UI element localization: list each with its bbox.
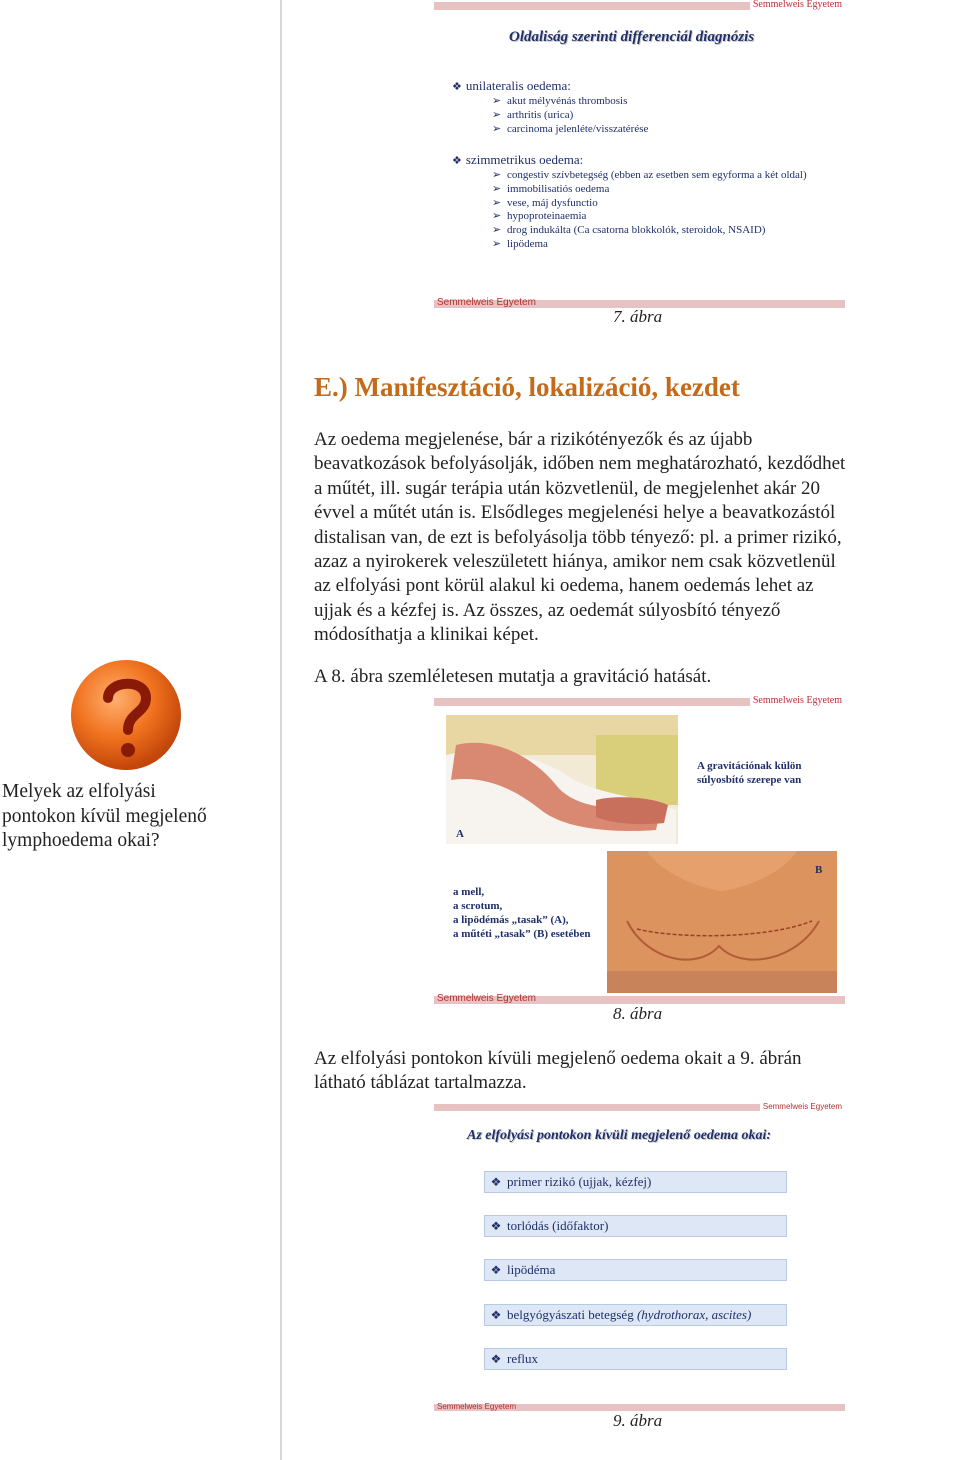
slide-footer-org: Semmelweis Egyetem [437,297,536,308]
list-item: ➢ immobilisatiós oedema [492,182,610,195]
diamond-bullet-icon: ❖ [490,1263,502,1277]
slide-footer-bar [434,993,845,1004]
pouch-label: a mell, a scrotum, a lipödémás „tasak” (A), a műtéti „tasak” (B) esetében [453,886,591,940]
list-item: ➢ congestiv szívbetegség (ebben az esetben sem egyforma a két oldal) [492,169,807,181]
question-mark-icon [68,658,184,772]
diamond-bullet-icon: ❖ [490,1219,502,1233]
slide-title: Az elfolyási pontokon kívüli megjelenő oedema okai: [467,1128,772,1143]
arrow-bullet-icon: ➢ [492,169,502,181]
arrow-bullet-icon: ➢ [492,122,502,135]
cause-item: ❖ primer rizikó (ujjak, kézfej) [484,1171,787,1193]
slide-footer-org: Semmelweis Egyetem [437,993,536,1004]
slide-header-org: Semmelweis Egyetem [750,695,845,707]
diamond-bullet-icon: ❖ [490,1352,502,1366]
slide-header-bar [434,1104,845,1111]
list-item: ➢ carcinoma jelenléte/visszatérése [492,122,649,135]
slide-header-bar [434,695,845,706]
bullet-group-unilateral [452,78,648,136]
arrow-bullet-icon: ➢ [492,182,502,195]
slide-header-org: Semmelweis Egyetem [760,1102,845,1112]
arrow-bullet-icon: ➢ [492,210,502,223]
page-margin-line [280,0,282,1460]
chest-photo [607,851,837,993]
cause-item: ❖ reflux [484,1348,787,1370]
slide-header-org: Semmelweis Egyetem [750,0,845,11]
photo-label-b: B [815,864,823,876]
section-heading: E.) Manifesztáció, lokalizáció, kezdet [314,372,740,402]
list-item: ➢ arthritis (urica) [492,108,574,121]
bullet-head: unilateralis oedema: [465,78,571,93]
list-item: ➢ drog indukálta (Ca csatorna blokkolók, steroidok, NSAID) [492,224,766,237]
arm-photo [446,715,678,844]
list-item: ➢ akut mélyvénás thrombosis [492,95,628,107]
slide-title: Oldaliság szerinti differenciál diagnózis [509,29,755,45]
arrow-bullet-icon: ➢ [492,237,502,250]
cause-item: ❖ lipödéma [484,1259,787,1281]
bullet-head: szimmetrikus oedema: [465,152,584,167]
slide-footer-org: Semmelweis Egyetem [437,1402,517,1411]
diamond-bullet-icon: ❖ [490,1308,502,1322]
diamond-bullet-icon: ❖ [452,81,462,93]
arrow-bullet-icon: ➢ [492,108,502,121]
body-paragraph: Az oedema megjelenése, bár a rizikótényezők és az újabb beavatkozások befolyásolják, időben nem meghatározható, kezdődhet a műtét, ill. sugár terápia után közvetlenül, de megjelenhet akár 20 évvel a műtét után is. Elsődleges megjelenési helye a beavatkozástól distalisan van, de ezt is befolyásolja több tényező: pl. a primer rizikó, azaz a nyirokerek veleszületett hiánya, amikor nem csak közvetlenül az elfolyási pont körül alakul ki oedema, hanem oedemás lehet az ujjak és a kézfej is. Az összes, az oedemát súlyosbító tényező módosíthatja a klinikai képet. [314,429,846,646]
bullet-group-symmetric [452,152,807,252]
cause-item: ❖ belgyógyászati betegség (hydrothorax, ascites) [484,1304,787,1326]
question-text: Melyek az elfolyási pontokon kívül megjelenő lymphoedema okai? [2,781,207,851]
body-paragraph-2: A 8. ábra szemléletesen mutatja a gravitáció hatását. [314,666,712,687]
figure-caption: 9. ábra [613,1411,663,1430]
figure-caption: 8. ábra [613,1004,663,1023]
photo-label-a: A [456,828,464,840]
slide-header-bar [434,2,845,10]
arrow-bullet-icon: ➢ [492,95,502,107]
figure-caption: 7. ábra [613,307,663,326]
list-item: ➢ vese, máj dysfunctio [492,196,598,209]
body-paragraph-3: Az elfolyási pontokon kívüli megjelenő oedema okait a 9. ábrán látható táblázat tartalmazza. [314,1048,802,1094]
list-item: ➢ hypoproteinaemia [492,210,587,223]
gravity-label: A gravitációnak külön súlyosbító szerepe van [697,760,802,786]
cause-item: ❖ torlódás (időfaktor) [484,1215,787,1237]
diamond-bullet-icon: ❖ [490,1175,502,1189]
slide-footer-bar [434,1404,845,1411]
arrow-bullet-icon: ➢ [492,224,502,237]
arrow-bullet-icon: ➢ [492,196,502,209]
list-item: ➢ lipödema [492,237,548,250]
diamond-bullet-icon: ❖ [452,155,462,167]
